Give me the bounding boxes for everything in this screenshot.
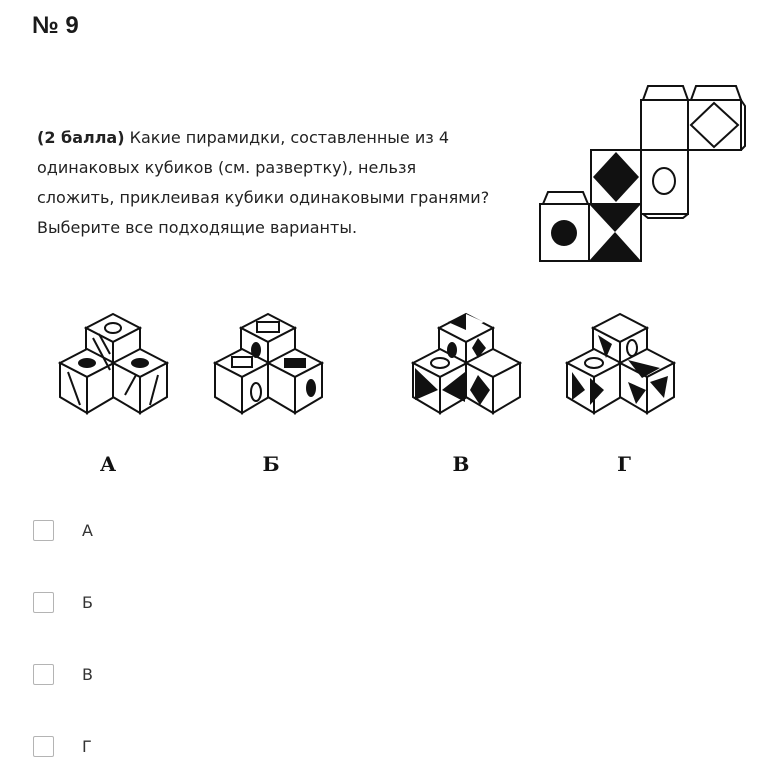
option-g-checkbox[interactable] — [33, 736, 54, 757]
points-label: (2 балла) — [37, 128, 125, 147]
figure-label-a: А — [99, 452, 117, 476]
option-b-checkbox[interactable] — [33, 592, 54, 613]
pyramid-figures — [0, 300, 773, 430]
question-text — [37, 123, 542, 243]
option-g-label[interactable]: Г — [82, 736, 92, 756]
question-line-3: сложить, приклеивая кубики одинаковыми гранями? — [37, 188, 490, 207]
figure-label-v: В — [452, 452, 470, 476]
option-b-label[interactable]: Б — [82, 592, 93, 612]
figure-a — [60, 314, 167, 413]
figure-g — [567, 314, 674, 413]
option-a-label[interactable]: А — [82, 520, 93, 540]
question-line-1: Какие пирамидки, составленные из 4 — [129, 128, 450, 147]
option-v-label[interactable]: В — [82, 664, 93, 684]
option-v-checkbox[interactable] — [33, 664, 54, 685]
option-a[interactable] — [33, 517, 93, 543]
option-a-checkbox[interactable] — [33, 520, 54, 541]
task-number: № 9 — [32, 12, 79, 39]
question-line-4: Выберите все подходящие варианты. — [37, 218, 358, 237]
option-b[interactable] — [33, 589, 93, 615]
option-g[interactable] — [33, 733, 92, 759]
figure-b — [215, 314, 322, 413]
cube-net-image — [538, 84, 748, 266]
question-line-2: одинаковых кубиков (см. развертку), нельзя — [37, 158, 417, 177]
option-v[interactable] — [33, 661, 93, 687]
figure-v — [413, 314, 520, 413]
figure-label-g: Г — [617, 452, 631, 476]
figure-label-b: Б — [262, 452, 280, 476]
